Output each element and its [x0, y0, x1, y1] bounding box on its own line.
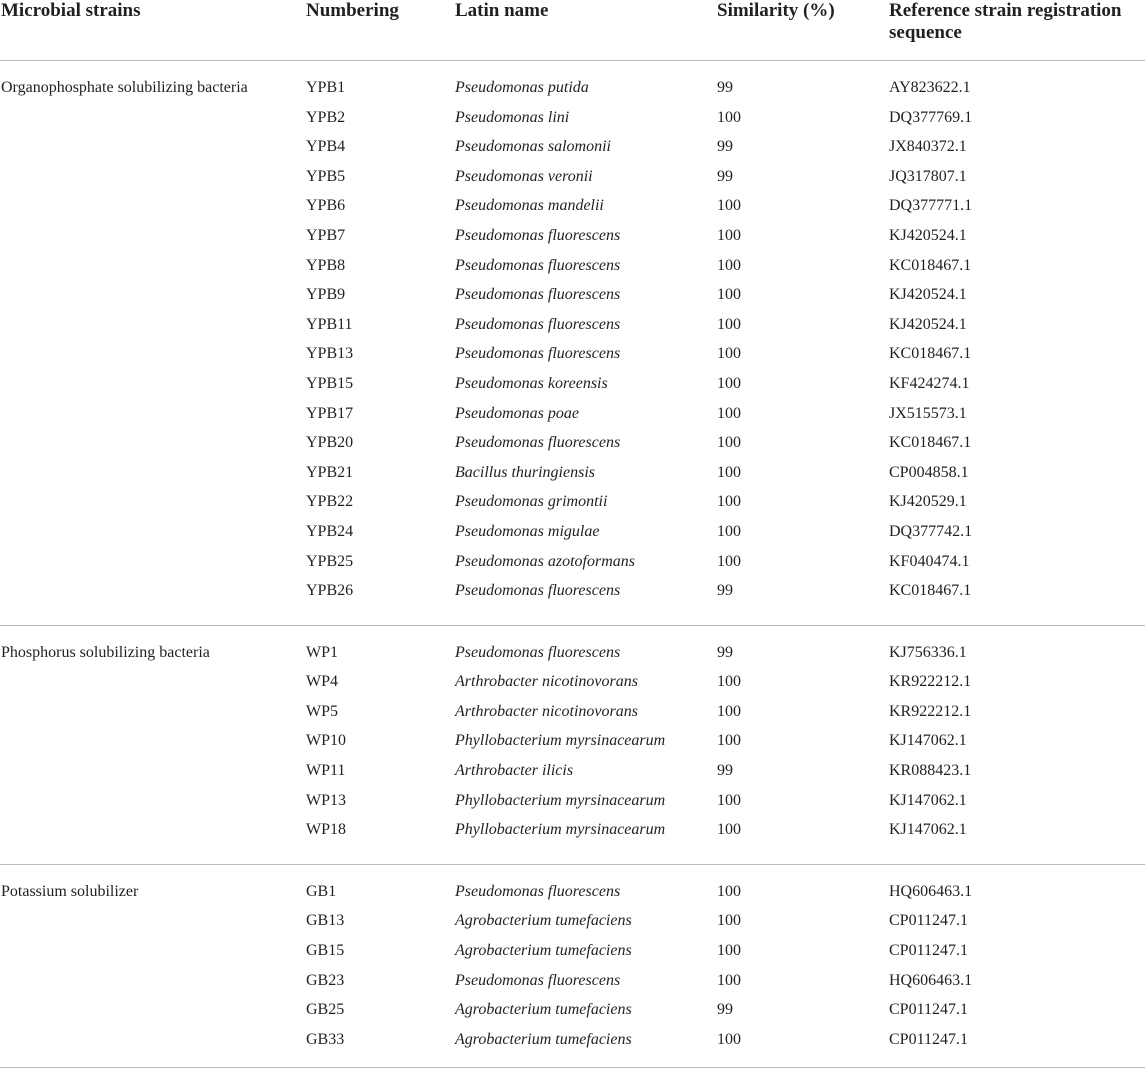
- similarity-cell: 100: [717, 912, 741, 930]
- table-row: [0, 815, 1145, 845]
- numbering-cell: YPB8: [306, 256, 346, 274]
- reference-cell: KJ147062.1: [889, 791, 967, 809]
- table-row: [0, 667, 1145, 697]
- table-row: [0, 786, 1145, 816]
- similarity-cell: 100: [717, 522, 741, 540]
- table-row: [0, 906, 1145, 936]
- latin-name-cell: Bacillus thuringiensis: [455, 463, 595, 481]
- latin-name-cell: Phyllobacterium myrsinacearum: [455, 732, 666, 750]
- table-row: [0, 697, 1145, 727]
- numbering-cell: WP4: [306, 673, 338, 691]
- table-row: [0, 251, 1145, 281]
- similarity-cell: 100: [717, 821, 741, 839]
- numbering-cell: GB23: [306, 971, 345, 989]
- table-row: [0, 132, 1145, 162]
- latin-name-cell: Agrobacterium tumefaciens: [455, 1001, 632, 1019]
- latin-name-cell: Pseudomonas fluorescens: [455, 226, 621, 244]
- numbering-cell: YPB24: [306, 522, 354, 540]
- similarity-cell: 99: [717, 167, 733, 185]
- similarity-cell: 99: [717, 582, 733, 600]
- latin-name-cell: Pseudomonas putida: [455, 79, 589, 96]
- reference-cell: KF424274.1: [889, 374, 970, 392]
- similarity-cell: 100: [717, 673, 741, 691]
- numbering-cell: YPB25: [306, 552, 354, 570]
- table-row: [0, 339, 1145, 369]
- reference-cell: KC018467.1: [889, 256, 972, 274]
- reference-cell: KF040474.1: [889, 552, 970, 570]
- reference-cell: CP011247.1: [889, 1001, 968, 1019]
- numbering-cell: YPB2: [306, 108, 346, 126]
- similarity-cell: 100: [717, 197, 741, 215]
- similarity-cell: 100: [717, 791, 741, 809]
- reference-cell: CP004858.1: [889, 463, 969, 481]
- latin-name-cell: Pseudomonas veronii: [455, 167, 593, 185]
- reference-cell: HQ606463.1: [889, 882, 973, 900]
- similarity-cell: 100: [717, 1030, 741, 1048]
- numbering-cell: YPB11: [306, 315, 353, 333]
- reference-cell: KC018467.1: [889, 345, 972, 363]
- table-row: [0, 221, 1145, 251]
- latin-name-cell: Pseudomonas fluorescens: [455, 434, 621, 452]
- reference-cell: KR922212.1: [889, 673, 972, 691]
- similarity-cell: 100: [717, 286, 741, 304]
- similarity-cell: 100: [717, 702, 741, 720]
- header-reference-line1: Reference strain registration: [889, 0, 1122, 21]
- similarity-cell: 100: [717, 882, 741, 900]
- similarity-cell: 100: [717, 108, 741, 126]
- similarity-cell: 100: [717, 404, 741, 422]
- latin-name-cell: Pseudomonas migulae: [455, 522, 600, 540]
- latin-name-cell: Agrobacterium tumefaciens: [455, 1030, 632, 1048]
- latin-name-cell: Pseudomonas fluorescens: [455, 582, 621, 600]
- numbering-cell: YPB20: [306, 434, 354, 452]
- similarity-cell: 100: [717, 493, 741, 511]
- group-name: Phosphorus solubilizing bacteria: [1, 643, 210, 661]
- table-row: [0, 1025, 1145, 1055]
- header-similarity: Similarity (%): [717, 0, 835, 21]
- reference-cell: KJ420529.1: [889, 493, 967, 511]
- numbering-cell: YPB9: [306, 286, 346, 304]
- similarity-cell: 100: [717, 552, 741, 570]
- group-name: Organophosphate solubilizing bacteria: [1, 79, 248, 96]
- similarity-cell: 100: [717, 315, 741, 333]
- similarity-cell: 99: [717, 643, 733, 661]
- numbering-cell: WP1: [306, 643, 338, 661]
- table-row: [0, 547, 1145, 577]
- header-reference-sequence: [889, 0, 1122, 44]
- reference-cell: KJ147062.1: [889, 732, 967, 750]
- numbering-cell: GB15: [306, 942, 345, 960]
- numbering-cell: GB25: [306, 1001, 345, 1019]
- similarity-cell: 100: [717, 732, 741, 750]
- latin-name-cell: Arthrobacter nicotinovorans: [455, 702, 638, 720]
- reference-cell: KJ756336.1: [889, 643, 967, 661]
- latin-name-cell: Phyllobacterium myrsinacearum: [455, 821, 666, 839]
- numbering-cell: WP18: [306, 821, 346, 839]
- reference-cell: KJ147062.1: [889, 821, 967, 839]
- reference-cell: AY823622.1: [889, 79, 971, 96]
- latin-name-cell: Pseudomonas fluorescens: [455, 971, 621, 989]
- similarity-cell: 99: [717, 138, 733, 156]
- similarity-cell: 99: [717, 79, 733, 96]
- reference-cell: DQ377742.1: [889, 522, 973, 540]
- numbering-cell: YPB1: [306, 79, 346, 96]
- table-row: [0, 726, 1145, 756]
- similarity-cell: 100: [717, 226, 741, 244]
- numbering-cell: YPB22: [306, 493, 354, 511]
- numbering-cell: GB33: [306, 1030, 345, 1048]
- reference-cell: KJ420524.1: [889, 226, 967, 244]
- numbering-cell: WP13: [306, 791, 346, 809]
- numbering-cell: YPB26: [306, 582, 354, 600]
- table-row: [0, 966, 1145, 996]
- table-row: [0, 458, 1145, 488]
- numbering-cell: YPB17: [306, 404, 354, 422]
- similarity-cell: 99: [717, 762, 733, 780]
- similarity-cell: 100: [717, 256, 741, 274]
- reference-cell: DQ377771.1: [889, 197, 973, 215]
- reference-cell: KC018467.1: [889, 582, 972, 600]
- similarity-cell: 100: [717, 374, 741, 392]
- latin-name-cell: Pseudomonas mandelii: [455, 197, 604, 215]
- similarity-cell: 100: [717, 463, 741, 481]
- numbering-cell: WP5: [306, 702, 338, 720]
- latin-name-cell: Pseudomonas poae: [455, 404, 579, 422]
- latin-name-cell: Pseudomonas fluorescens: [455, 315, 621, 333]
- reference-cell: KR088423.1: [889, 762, 972, 780]
- header-latin-name: Latin name: [455, 0, 549, 21]
- reference-cell: KC018467.1: [889, 434, 972, 452]
- latin-name-cell: Pseudomonas fluorescens: [455, 345, 621, 363]
- latin-name-cell: Arthrobacter ilicis: [455, 762, 574, 780]
- numbering-cell: WP10: [306, 732, 346, 750]
- group-organophosphate: [0, 61, 1145, 626]
- table-row: [0, 756, 1145, 786]
- latin-name-cell: Pseudomonas salomonii: [455, 138, 611, 156]
- group-phosphorus: [0, 626, 1145, 865]
- reference-cell: DQ377769.1: [889, 108, 973, 126]
- table-row: [0, 310, 1145, 340]
- table-row: [0, 73, 1145, 103]
- table-row: [0, 103, 1145, 133]
- table-row: [0, 191, 1145, 221]
- table-row: [0, 936, 1145, 966]
- numbering-cell: GB1: [306, 882, 337, 900]
- latin-name-cell: Pseudomonas grimontii: [455, 493, 608, 511]
- table-row: [0, 995, 1145, 1025]
- table-row: [0, 399, 1145, 429]
- numbering-cell: YPB6: [306, 197, 346, 215]
- similarity-cell: 100: [717, 971, 741, 989]
- table-row: [0, 576, 1145, 606]
- numbering-cell: YPB5: [306, 167, 346, 185]
- reference-cell: KJ420524.1: [889, 315, 967, 333]
- similarity-cell: 100: [717, 434, 741, 452]
- latin-name-cell: Pseudomonas fluorescens: [455, 643, 621, 661]
- reference-cell: CP011247.1: [889, 942, 968, 960]
- reference-cell: KR922212.1: [889, 702, 972, 720]
- reference-cell: CP011247.1: [889, 1030, 968, 1048]
- similarity-cell: 99: [717, 1001, 733, 1019]
- numbering-cell: YPB21: [306, 463, 354, 481]
- numbering-cell: GB13: [306, 912, 345, 930]
- header-numbering: Numbering: [306, 0, 399, 21]
- reference-cell: HQ606463.1: [889, 971, 973, 989]
- latin-name-cell: Pseudomonas koreensis: [455, 374, 608, 392]
- numbering-cell: YPB15: [306, 374, 354, 392]
- group-name: Potassium solubilizer: [1, 882, 139, 900]
- table-row: [0, 487, 1145, 517]
- table-row: [0, 280, 1145, 310]
- reference-cell: JX840372.1: [889, 138, 967, 156]
- latin-name-cell: Agrobacterium tumefaciens: [455, 942, 632, 960]
- numbering-cell: YPB13: [306, 345, 354, 363]
- latin-name-cell: Pseudomonas fluorescens: [455, 882, 621, 900]
- latin-name-cell: Pseudomonas fluorescens: [455, 256, 621, 274]
- reference-cell: KJ420524.1: [889, 286, 967, 304]
- reference-cell: JX515573.1: [889, 404, 967, 422]
- table-row: [0, 517, 1145, 547]
- numbering-cell: WP11: [306, 762, 346, 780]
- latin-name-cell: Agrobacterium tumefaciens: [455, 912, 632, 930]
- latin-name-cell: Arthrobacter nicotinovorans: [455, 673, 638, 691]
- latin-name-cell: Phyllobacterium myrsinacearum: [455, 791, 666, 809]
- table-row: [0, 638, 1145, 668]
- similarity-cell: 100: [717, 345, 741, 363]
- numbering-cell: YPB7: [306, 226, 346, 244]
- reference-cell: JQ317807.1: [889, 167, 967, 185]
- table-row: [0, 428, 1145, 458]
- table-row: [0, 369, 1145, 399]
- table-row: [0, 877, 1145, 907]
- table-header: [0, 0, 1145, 61]
- similarity-cell: 100: [717, 942, 741, 960]
- latin-name-cell: Pseudomonas lini: [455, 108, 570, 126]
- table-row: [0, 162, 1145, 192]
- header-reference-line2: sequence: [889, 22, 962, 43]
- latin-name-cell: Pseudomonas fluorescens: [455, 286, 621, 304]
- numbering-cell: YPB4: [306, 138, 346, 156]
- header-microbial-strains: Microbial strains: [1, 0, 141, 21]
- reference-cell: CP011247.1: [889, 912, 968, 930]
- latin-name-cell: Pseudomonas azotoformans: [455, 552, 636, 570]
- group-potassium: [0, 865, 1145, 1068]
